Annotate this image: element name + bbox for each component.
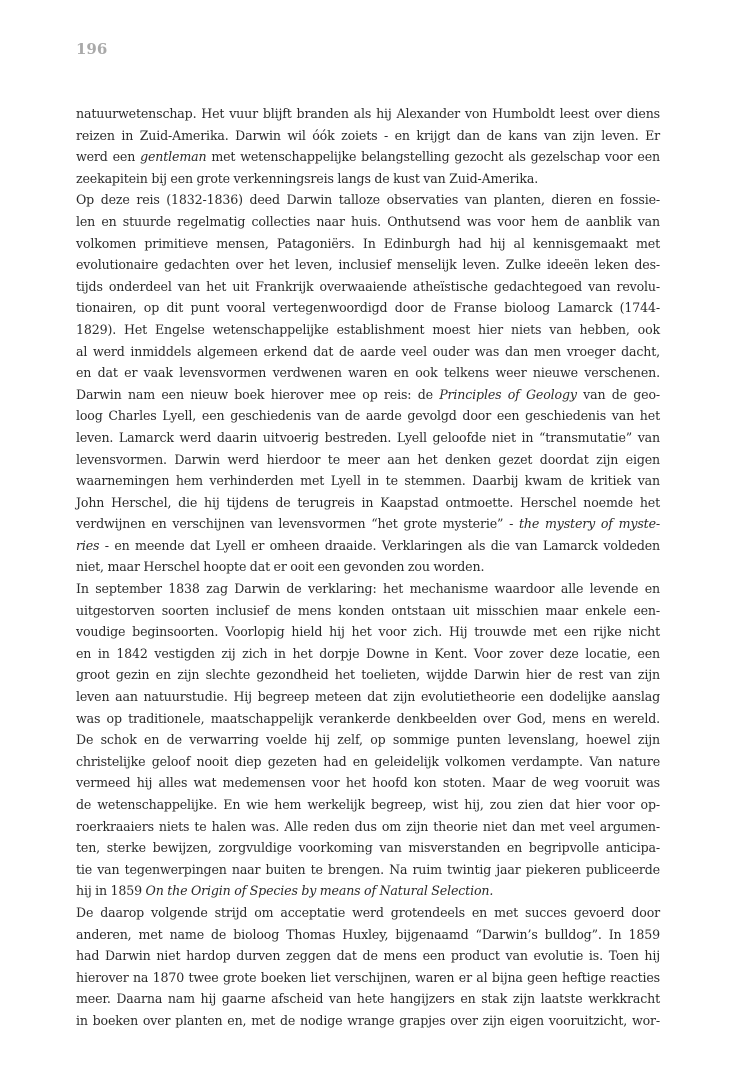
italic-text: - the mystery of myste- — [509, 516, 660, 532]
text-segment: tionairen, op dit punt vooral vertegenwoordigd door de Franse bioloog Lamarck (1744- — [76, 300, 660, 316]
text-line — [76, 427, 660, 449]
text-line — [76, 708, 660, 730]
text-line — [76, 319, 660, 341]
text-line — [76, 924, 660, 946]
text-line — [76, 794, 660, 816]
text-segment: was op traditionele, maatschappelijk verankerde denkbeelden over God, mens en wereld. — [76, 710, 660, 726]
text-segment: loog Charles Lyell, een geschiedenis van de aarde gevolgd door een geschiedenis van het — [76, 408, 660, 424]
text-segment: met wetenschappelijke belangstelling gezocht als gezelschap voor een — [206, 149, 661, 165]
text-segment: evolutionaire gedachten over het leven, inclusief menselijk leven. Zulke ideeën leken des- — [76, 257, 660, 273]
text-line — [76, 967, 660, 989]
text-segment: de wetenschappelijke. En wie hem werkelijk begreep, wist hij, zou zien dat hier voor op- — [76, 797, 660, 812]
text-line — [76, 664, 660, 686]
text-line — [76, 578, 660, 600]
text-segment: ten, sterke bewijzen, zorgvuldige voorkoming van misverstanden en begripvolle anticipa- — [76, 840, 660, 856]
text-line — [76, 492, 660, 514]
text-line — [76, 556, 660, 578]
text-segment: in boeken over planten en, met de nodige wrange grapjes over zijn eigen vooruitzicht, wor- — [76, 1012, 660, 1028]
text-line — [76, 362, 660, 384]
text-line — [76, 859, 660, 881]
text-line — [76, 297, 660, 319]
text-line — [76, 751, 660, 773]
text-segment: tijds onderdeel van het uit Frankrijk overwaaiende atheïstische gedachtegoed van revolu- — [76, 278, 660, 294]
text-line — [76, 513, 660, 535]
page-number: 196 — [76, 40, 108, 58]
text-segment: len en stuurde regelmatig collecties naar huis. Onthutsend was voor hem de aanblik van — [76, 213, 660, 229]
text-line — [76, 837, 660, 859]
text-line — [76, 816, 660, 838]
text-line — [76, 254, 660, 276]
text-line — [76, 449, 660, 471]
text-line — [76, 643, 660, 665]
text-segment: niet, maar Herschel hoopte dat er ooit een gevonden zou worden. — [76, 559, 485, 575]
text-segment: hij in 1859 — [76, 883, 146, 899]
text-line — [76, 600, 660, 622]
text-line — [76, 902, 660, 924]
text-line — [76, 988, 660, 1010]
italic-text: Principles of Geology — [439, 386, 577, 402]
text-line — [76, 384, 660, 406]
text-line — [76, 621, 660, 643]
italic-text: On the Origin of Species by means of Natural Selection. — [145, 883, 494, 899]
text-segment: werd een — [76, 149, 141, 165]
text-segment: verdwijnen en verschijnen van levensvormen “het grote mysterie” — [76, 516, 510, 532]
text-line — [76, 1010, 660, 1032]
text-segment: zeekapitein bij een grote verkenningsreis langs de kust van Zuid-Amerika. — [76, 170, 539, 186]
text-segment: John Herschel, die hij tijdens de terugreis in Kaapstad ontmoette. Herschel noemde het — [76, 494, 660, 510]
text-segment: christelijke geloof nooit diep gezeten had en geleidelijk volkomen verdampte. Van nature — [76, 753, 660, 769]
text-segment: voudige beginsoorten. Voorlopig hield hij het voor zich. Hij trouwde met een rijke nicht — [76, 624, 660, 640]
text-segment: In september 1838 zag Darwin de verklaring: het mechanisme waardoor alle levende en — [76, 581, 660, 597]
text-segment: van de geo- — [576, 386, 660, 402]
text-line — [76, 168, 660, 190]
text-line — [76, 945, 660, 967]
text-segment: hierover na 1870 twee grote boeken liet verschijnen, waren er al bijna geen heftige reacties — [76, 969, 660, 985]
text-segment: uitgestorven soorten inclusief de mens konden ontstaan uit misschien maar enkele een- — [76, 602, 660, 618]
text-line — [76, 405, 660, 427]
text-segment: groot gezin en zijn slechte gezondheid het toelieten, wijdde Darwin hier de rest van zijn — [76, 667, 660, 683]
text-segment: meer. Daarna nam hij gaarne afscheid van hete hangijzers en stak zijn laatste werkkracht — [76, 991, 660, 1007]
text-segment: levensvormen. Darwin werd hierdoor te meer aan het denken gezet doordat zijn eigen — [76, 451, 660, 467]
text-segment: volkomen primitieve mensen, Patagoniërs. In Edinburgh had hij al kennisgemaakt met — [76, 235, 660, 251]
text-segment: en meende dat Lyell er omheen draaide. Verklaringen als die van Lamarck voldeden — [108, 537, 660, 553]
text-segment: leven aan natuurstudie. Hij begreep meteen dat zijn evolutietheorie een dodelijke aanslag — [76, 689, 660, 705]
text-segment: Op deze reis (1832-1836) deed Darwin talloze observaties van planten, dieren en fossie- — [76, 192, 660, 208]
text-segment: had Darwin niet hardop durven zeggen dat de mens een product van evolutie is. Toen hij — [76, 948, 660, 964]
text-line — [76, 211, 660, 233]
text-segment: al werd inmiddels algemeen erkend dat de aarde veel ouder was dan men vroeger dacht, — [76, 343, 660, 359]
text-segment: anderen, met name de bioloog Thomas Huxley, bijgenaamd “Darwin’s bulldog”. In 1859 — [76, 926, 660, 942]
text-line — [76, 341, 660, 363]
text-segment: tie van tegenwerpingen naar buiten te brengen. Na ruim twintig jaar piekeren publiceerde — [76, 861, 660, 877]
text-line — [76, 233, 660, 255]
text-segment: Darwin nam een nieuw boek hierover mee op reis: de — [76, 386, 440, 402]
text-line — [76, 470, 660, 492]
text-line — [76, 880, 660, 902]
text-segment: en in 1842 vestigden zij zich in het dorpje Downe in Kent. Voor zover deze locatie, een — [76, 645, 660, 661]
text-segment: natuurwetenschap. Het vuur blijft branden als hij Alexander von Humboldt leest over diens — [76, 106, 660, 121]
text-line — [76, 189, 660, 211]
text-line — [76, 535, 660, 557]
text-line — [76, 276, 660, 298]
text-line — [76, 772, 660, 794]
text-line — [76, 103, 660, 125]
text-segment: De daarop volgende strijd om acceptatie werd grotendeels en met succes gevoerd door — [76, 904, 660, 920]
text-line — [76, 729, 660, 751]
italic-text: gentleman — [140, 149, 207, 165]
text-segment: vermeed hij alles wat medemensen voor het hoofd kon stoten. Maar de weg vooruit was — [76, 775, 660, 791]
text-segment: en dat er vaak levensvormen verdwenen waren en ook telkens weer nieuwe verschenen. — [76, 365, 660, 381]
text-segment: reizen in Zuid-Amerika. Darwin wil óók zoiets - en krijgt dan de kans van zijn leven. Er — [76, 127, 660, 143]
text-line — [76, 146, 660, 168]
italic-text: ries - — [76, 537, 109, 553]
text-segment: De schok en de verwarring voelde hij zelf, op sommige punten levenslang, hoewel zijn — [76, 732, 660, 748]
text-segment: leven. Lamarck werd daarin uitvoerig bestreden. Lyell geloofde niet in “transmutatie” van — [76, 429, 660, 445]
text-line — [76, 686, 660, 708]
body-text — [76, 103, 660, 1032]
text-segment: roerkraaiers niets te halen was. Alle reden dus om zijn theorie niet dan met veel argumen- — [76, 818, 660, 834]
text-segment: waarnemingen hem verhinderden met Lyell in te stemmen. Daarbij kwam de kritiek van — [76, 473, 660, 489]
text-segment: 1829). Het Engelse wetenschappelijke establishment moest hier niets van hebben, ook — [76, 321, 660, 337]
text-line — [76, 125, 660, 147]
